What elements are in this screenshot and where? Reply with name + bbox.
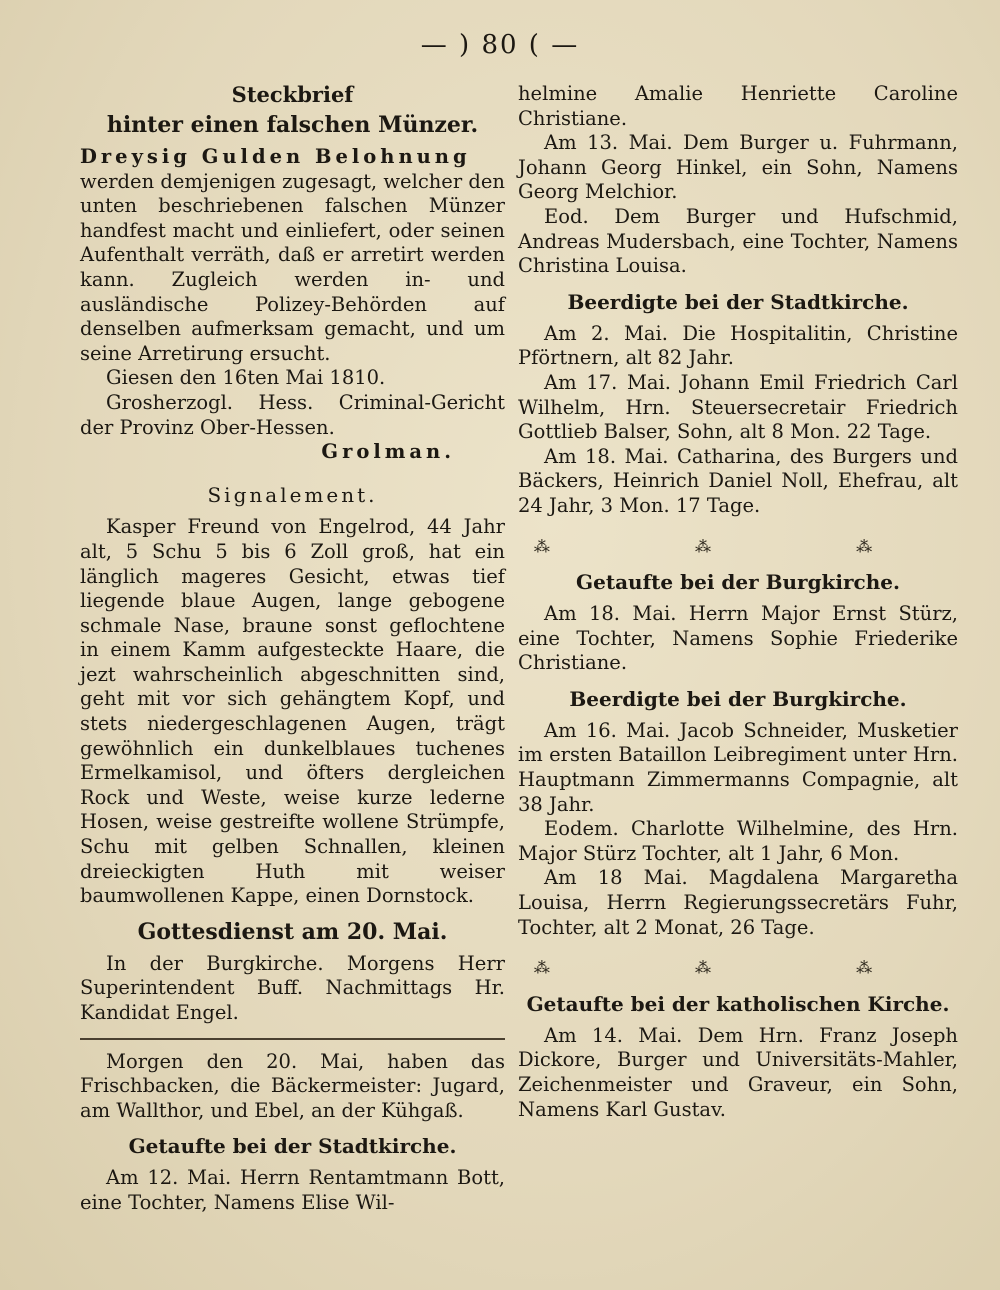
steckbrief-date: Giesen den 16ten Mai 1810. [106,366,386,390]
beerdigte-burgkirche-entry: Am 18 Mai. Magdalena Margaretha Louisa, Herrn Regierungssecretärs Fuhr, Tochter, alt 2 Monat, 26 Tage. [518,866,958,939]
baecker-section [80,1050,505,1124]
getaufte-stadtkirche-entry: Am 13. Mai. Dem Burger u. Fuhrmann, Johann Georg Hinkel, ein Sohn, Namens Georg Melchior. [518,131,958,204]
getaufte-katholisch-section [518,991,958,1122]
beerdigte-stadtkirche-title: Beerdigte bei der Stadtkirche. [567,289,909,314]
signalement-body: Kasper Freund von Engelrod, 44 Jahr alt, 5 Schu 5 bis 6 Zoll groß, hat ein länglich mageres Gesicht, etwas tief liegende blaue Augen, lange gebogene schmale Nase, braune sonst geflochtene in einem Kamm aufgesteckte Haare, die jezt wahrscheinlich abgeschnitten sind, geht mit vor sich gehängtem Kopf, und stets niedergeschlagenen Augen, trägt gewöhnlich ein dunkelblaues tuchenes Ermelkamisol, und öfters dergleichen Rock und Weste, weise kurze lederne Hosen, weise gestreifte wollene Strümpfe, Schu mit gelben Schnallen, kleinen dreieckigten Huth mit weiser baumwollenen Kappe, einen Dornstock. [80,515,505,908]
beerdigte-burgkirche-entry: Eodem. Charlotte Wilhelmine, des Hrn. Major Stürz Tochter, alt 1 Jahr, 6 Mon. [518,817,958,865]
section-ornament: ⁂ ⁂ ⁂ [533,536,943,556]
right-column [518,82,958,1132]
beerdigte-burgkirche-title: Beerdigte bei der Burgkirche. [569,686,907,711]
beerdigte-stadtkirche-entry: Am 17. Mai. Johann Emil Friedrich Carl Wilhelm, Hrn. Steuersecretair Friedrich Gottlieb Balser, Sohn, alt 8 Mon. 22 Tage. [518,370,958,444]
page-number: — ) 80 ( — [420,30,580,60]
getaufte-burgkirche-section [518,569,958,676]
baecker-body: Morgen den 20. Mai, haben das Frischbacken, die Bäckermeister: Jugard, am Wallthor, und Ebel, an der Kühgaß. [80,1049,505,1122]
signalement-title: Signalement. [207,482,378,507]
left-column [80,82,505,1226]
gottesdienst-title: Gottesdienst am 20. Mai. [137,918,448,945]
beerdigte-stadtkirche-section [518,289,958,519]
beerdigte-stadtkirche-entry: Am 18. Mai. Catharina, des Burgers und Bäckers, Heinrich Daniel Noll, Ehefrau, alt 24 Jahr, 3 Mon. 17 Tage. [518,444,958,517]
getaufte-burgkirche-entry: Am 18. Mai. Herrn Major Ernst Stürz, eine Tochter, Namens Sophie Friederike Christiane. [518,602,958,675]
getaufte-stadtkirche-entry-continued: helmine Amalie Henriette Caroline Christiane. [518,82,958,130]
beerdigte-burgkirche-entry: Am 16. Mai. Jacob Schneider, Musketier im ersten Bataillon Leibregiment unter Hrn. Hauptmann Zimmermanns Compagnie, alt 38 Jahr. [518,718,958,816]
steckbrief-subtitle: hinter einen falschen Münzer. [106,112,479,138]
getaufte-stadtkirche-entry: Eod. Dem Burger und Hufschmid, Andreas Mudersbach, eine Tochter, Namens Christina Louisa. [518,204,958,278]
getaufte-burgkirche-title: Getaufte bei der Burgkirche. [576,570,900,595]
steckbrief-title: Steckbrief [231,82,354,107]
beerdigte-stadtkirche-entry: Am 2. Mai. Die Hospitalitin, Christine Pförtnern, alt 82 Jahr. [518,321,958,370]
gottesdienst-section [80,919,505,1026]
beerdigte-burgkirche-section [518,686,958,940]
getaufte-stadtkirche-title: Getaufte bei der Stadtkirche. [128,1134,457,1159]
signalement-section [80,483,505,909]
getaufte-stadtkirche-section [80,1133,505,1215]
section-ornament: ⁂ ⁂ ⁂ [533,958,943,978]
divider [80,1038,505,1040]
steckbrief-signatory: Grosherzogl. Hess. Criminal-Gericht der Provinz Ober-Hessen. [80,390,505,439]
steckbrief-name: Grolman. [321,440,455,464]
steckbrief-reward: Dreysig Gulden Belohnung [80,145,471,168]
getaufte-katholisch-title: Getaufte bei der katholischen Kirche. [526,991,950,1016]
steckbrief-section [80,82,505,465]
getaufte-stadtkirche-continued [518,82,958,279]
steckbrief-body: werden demjenigen zugesagt, welcher den unten beschriebenen falschen Münzer handfest macht und einliefert, oder seinen Aufenthalt verräth, daß er arretirt werden kann. Zugleich werden in- und ausländische Polizey-Behörden auf denselben aufmerksam gemacht, und um seine Arretirung ersucht. [80,169,505,365]
gottesdienst-body: In der Burgkirche. Morgens Herr Superintendent Buff. Nachmittags Hr. Kandidat Engel. [80,951,505,1024]
getaufte-stadtkirche-entry: Am 12. Mai. Herrn Rentamtmann Bott, eine Tochter, Namens Elise Wil- [80,1166,505,1214]
getaufte-katholisch-entry: Am 14. Mai. Dem Hrn. Franz Joseph Dickore, Burger und Universitäts-Mahler, Zeichenmeister und Graveur, ein Sohn, Namens Karl Gustav. [518,1023,958,1121]
